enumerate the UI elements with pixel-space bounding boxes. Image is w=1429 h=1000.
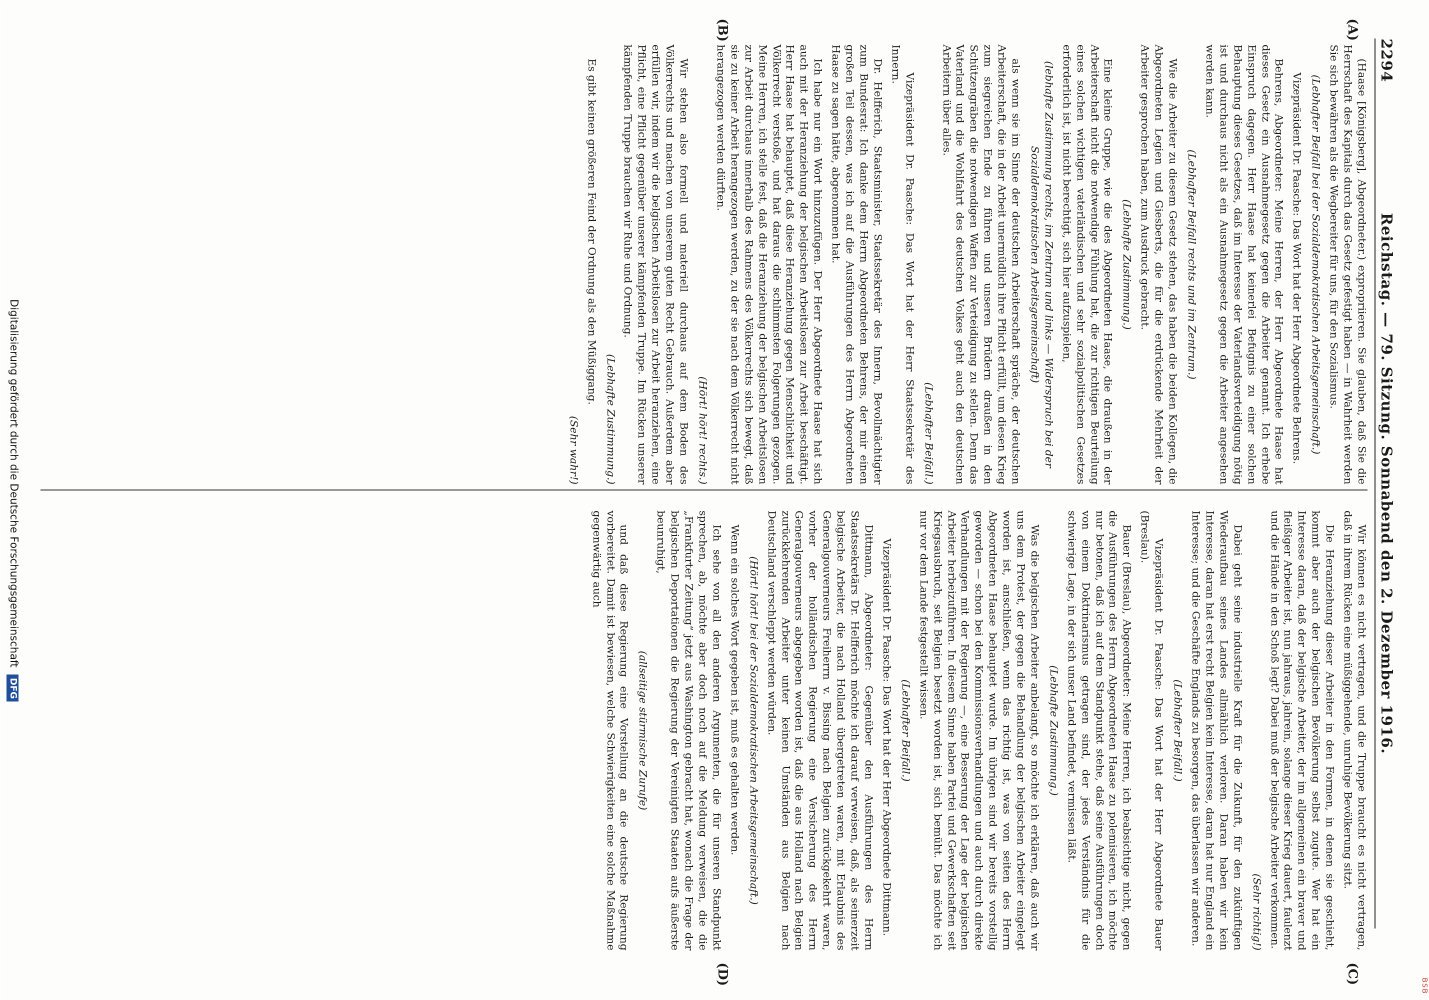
chair-statement: Vizepräsident Dr. Paasche: Das Wort hat der Herr Abgeordnete Dittmann. xyxy=(879,538,892,936)
margin-mark-b: (B) xyxy=(714,18,729,42)
speech-bauer: Bauer (Breslau), Abgeordneter: Meine Herren, ich beabsichtige nicht, gegen die Ausführungen des Herrn Abgeordneten Haase zu polemisieren, ich möchte nur betonen, daß ich auf dem Standpunkt stehe, daß seine Ausführungen doch von einem Doktrinarismus getragen sind, der jedes Verständnis für die schwierige Lage, in der sich unser Land befindet, vermissen läßt. xyxy=(1064,510,1133,950)
chair-statement: Vizepräsident Dr. Paasche: Das Wort hat der Herr Staatssekretär des Innern. xyxy=(888,44,915,484)
chair-statement: Vizepräsident Dr. Paasche: Das Wort hat der Herr Abgeordnete Behrens. xyxy=(1290,72,1303,464)
margin-mark-a: (A) xyxy=(1344,18,1359,41)
paragraph: Eine kleine Gruppe, wie die des Abgeordneten Haase, die draußen in der Arbeiterschaft nicht die notwendige Fühlung hat, die zur richtigen Beurteilung eines solchen wichtigen vaterländischen und sehr sozialpolitischen Gesetzes erforderlich ist, ist nicht berechtigt, sich hier aufzuspielen, xyxy=(1059,44,1114,484)
stage-direction: (Lebhafter Beifall.) xyxy=(1171,678,1184,782)
stage-direction: (Sehr richtig!) xyxy=(1249,873,1262,950)
credit-text: Digitalisierung gefördert durch die Deutsche Forschungsgemeinschaft xyxy=(7,298,19,668)
paragraph: Wie die Arbeiter zu diesem Gesetz stehen, das haben die beiden Kollegen, die Abgeordneten Legien und Giesberts, die für die erdrückende Mehrheit der Arbeiter gesprochen haben, zum Ausdruck gebracht. xyxy=(1138,44,1179,484)
margin-mark-d: (D) xyxy=(714,962,729,986)
left-column xyxy=(560,44,1367,484)
stage-direction: (Lebhafter Beifall.) xyxy=(898,678,911,782)
stage-direction: (Sehr wahr!) xyxy=(566,415,579,484)
paragraph: Wenn ein solches Wort gegeben ist, muß es gehalten werden. xyxy=(727,524,740,855)
paragraph: Wir stehen also formell und materiell durchaus auf dem Boden des Völkerrechts und machen von unserem guten Recht Gebrauch. Außerdem aber erfüllen wir, indem wir die belgischen Arbeitslosen zur Arbeit heranziehen, eine Pflicht, eine Pflicht gegenüber unserer kämpfenden Truppe. Im Rücken unserer kämpfenden Truppe brauchen wir Ruhe und Ordnung. xyxy=(621,44,690,484)
speech-helfferich: Dr. Helfferich, Staatsminister, Staatssekretär des Innern, Bevollmächtigter zum Bundesrat: Ich danke dem Herrn Abgeordneten Behrens, der mir einen großen Teil dessen, was ich auf die Ausführungen des Herrn Abgeordneten Haase zu sagen hätte, abgenommen hat. xyxy=(829,44,883,484)
stage-direction: (Hört! hört! rechts.) xyxy=(696,375,709,484)
paragraph: (Haase [Königsberg], Abgeordneter.) expropriieren. Sie glauben, daß Sie die Herrschaft des Kapitals durch das Gesetz gefestigt haben — in Wahrheit werden Sie sich bewähren als die Wegbereiter für uns, für den Sozialismus. xyxy=(1327,44,1367,484)
chair-statement: Vizepräsident Dr. Paasche: Das Wort hat der Herr Abgeordnete Bauer (Breslau). xyxy=(1138,510,1165,950)
page-header xyxy=(1374,38,1395,928)
stage-direction: (allseitige stürmische Zurufe) xyxy=(636,650,649,810)
paragraph: Was die belgischen Arbeiter anbelangt, so möchte ich erklären, daß auch wir uns dem Protest, der gegen die Behandlung der belgischen Arbeiter eingelegt worden ist, anschließen, wenn das richtig ist, was von seiten des Herrn Abgeordneten Haase behauptet wurde. Im übrigen sind wir bereits vorstellig geworden — schon bei den Kommissionsverhandlungen und auch durch direkte Verhandlungen mit der Regierung —, eine Besserung der Lage der belgischen Arbeiter herbeizuführen. In diesem Sinne haben Partei und Gewerkschaften seit Kriegsausbruch, seit Belgien besetzt worden ist, sich bemüht. Das möchte ich nur vor dem Lande festgestellt wissen. xyxy=(916,510,1040,950)
margin-mark-c: (C) xyxy=(1344,962,1359,985)
stage-direction: (Lebhafte Zustimmung.) xyxy=(1120,198,1133,330)
bsb-watermark: BSB xyxy=(1420,977,1428,994)
stage-direction: (Lebhafte Zustimmung.) xyxy=(1046,664,1059,796)
speech-behrens: Behrens, Abgeordneter: Meine Herren, der Herr Abgeordnete Haase hat dieses Gesetz ein Ausnahmegesetz gegen die Arbeiter genannt. Ich erhebe Einspruch dagegen. Herr Haase hat keinerlei Befugnis zu einer solchen Behauptung dieses Gesetzes, daß im Interesse der Vaterlandsverteidigung nötig ist und durchaus nicht als ein Ausnahmegesetz gegen die Arbeiter angesehen werden kann. xyxy=(1202,44,1285,484)
stage-direction: (Lebhafter Beifall bei der Sozialdemokratischen Arbeitsgemeinschaft.) xyxy=(1309,74,1322,454)
paragraph: Ich sehe von all den anderen Argumenten, die für unseren Standpunkt sprechen, ab, möchte aber doch noch auf die Meldung verweisen, die die „Frankfurter Zeitung“ jetzt aus Washington gebracht hat, wonach die Frage der belgischen Deportationen die Regierung der Vereinigten Staaten aufs äußerste beunruhigt, xyxy=(654,510,722,950)
page-title: Reichstag. — 79. Sitzung. Sonnabend den 2. Dezember 1916. xyxy=(1377,212,1395,754)
paragraph: Wir können es nicht vertragen, und die Truppe braucht es nicht vertragen, daß in ihrem Rücken eine müßiggehende, unruhige Bevölkerung sitzt. xyxy=(1341,510,1367,950)
right-column xyxy=(584,510,1367,950)
paragraph: Dabei geht seine industrielle Kraft für die Zukunft, für den zukünftigen Wiederaufbau seines Landes allmählich verloren. Daran haben wir kein Interesse, daran hat erst recht Belgien kein Interesse, daran hat nur England ein Interesse; und die Geschäfte Englands zu besorgen, das überlassen wir anderen. xyxy=(1189,510,1243,950)
paragraph: als wenn sie im Sinne der deutschen Arbeiterschaft spräche, der deutschen Arbeiterschaft, die in der Arbeit unermüdlich ihre Pflicht erfüllt, um diesen Krieg zum siegreichen Ende zu führen und unseren Brüdern draußen in den Schützengräben die notwendigen Waffen zur Verteidigung zu stellen. Denn das Vaterland und die Wohlfahrt des deutschen Volkes geht auch den deutschen Arbeitern über alles. xyxy=(939,44,1022,484)
paragraph: Es gibt keinen größeren Feind der Ordnung als den Müßiggang. xyxy=(584,58,597,405)
stage-direction: (lebhafte Zustimmung rechts, im Zentrum und links — Widerspruch bei der Sozialdemokratischen Arbeitsgemeinschaft) xyxy=(1027,60,1054,468)
paragraph: Die Heranziehung dieser Arbeiter in den Formen, in denen sie geschieht, kommt aber auch der belgischen Bevölkerung selbst zugute. Wer hat ein Interesse daran, daß der belgische Arbeiter, der im allgemeinen ein braver und fleißiger Arbeiter ist, nun jahraus, jahrein, solange dieser Krieg dauert, faulenzt und die Hände in den Schoß legt? Dabei muß der belgische Arbeiter verkommen. xyxy=(1267,510,1336,950)
dfg-logo: DFG xyxy=(6,674,18,701)
paragraph: und daß diese Regierung eine Vorstellung an die deutsche Regierung vorbereitet. Damit ist bewiesen, welche Schwierigkeiten eine solche Maßnahme gegenwärtig auch xyxy=(589,510,630,950)
stage-direction: (Lebhafter Beifall.) xyxy=(921,381,934,484)
stage-direction: (Lebhafter Beifall rechts und im Zentrum.) xyxy=(1185,149,1198,379)
page-number: 2294 xyxy=(1377,38,1395,82)
stage-direction: (Hört! hört! bei der Sozialdemokratischen Arbeitsgemeinschaft.) xyxy=(746,555,759,905)
digitization-credit xyxy=(6,0,19,1000)
stage-direction: (Lebhafte Zustimmung.) xyxy=(603,353,616,484)
column-divider xyxy=(40,489,1367,490)
paragraph: Ich habe nur ein Wort hinzuzufügen. Der Herr Abgeordnete Haase hat sich auch mit der Heranziehung der belgischen Arbeitslosen zur Arbeit beschäftigt. Herr Haase hat behauptet, daß diese Heranziehung gegen Menschlichkeit und Völkerrecht verstoße, und hat daraus die schlimmsten Folgerungen gezogen. Meine Herren, ich stelle fest, daß die Heranziehung der belgischen Arbeitslosen zur Arbeit durchaus innerhalb des Rahmens des Völkerrechts sich bewegt, daß sie zu keiner Arbeit herangezogen werden, zu der sie nach dem Völkerrecht nicht herangezogen werden dürften. xyxy=(713,44,824,484)
speech-dittmann: Dittmann, Abgeordneter: Gegenüber den Ausführungen des Herrn Staatssekretärs Dr. Helfferich möchte ich darauf verweisen, daß, als seinerzeit belgische Arbeiter, die nach Holland übergetreten waren, mit Erlaubnis des Generalgouverneurs Freiherrn v. Bissing nach Belgien zurückgekehrt waren, vorher der holländischen Regierung eine Versicherung des Herrn Generalgouverneurs abgegeben worden ist, daß die aus Holland nach Belgien zurückkehrenden Arbeiter unter keinen Umständen aus Belgien nach Deutschland verschleppt werden würden. xyxy=(764,510,874,950)
